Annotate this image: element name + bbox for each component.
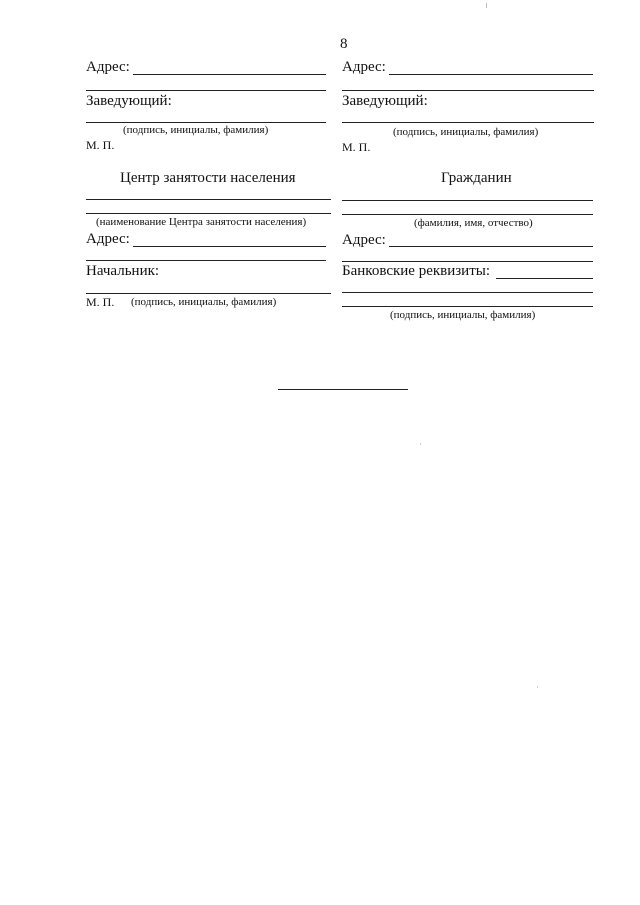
center-address-label: Адрес: [86,231,130,247]
scan-speck [486,3,487,8]
citizen-signature-line[interactable] [342,306,593,307]
citizen-name-caption: (фамилия, имя, отчество) [414,217,533,229]
end-divider [278,389,408,390]
center-address-line-2[interactable] [86,260,326,261]
right-address-line-2[interactable] [342,90,594,91]
citizen-address-field[interactable] [389,246,593,247]
left-head-signature-line[interactable] [86,122,326,123]
citizen-address-label: Адрес: [342,232,386,248]
left-address-line-2[interactable] [86,90,326,91]
citizen-address-line-2[interactable] [342,261,593,262]
left-address-label: Адрес: [86,59,130,75]
chief-label: Начальник: [86,263,160,279]
chief-signature-line[interactable] [86,293,331,294]
page-number: 8 [340,36,348,52]
right-head-label: Заведующий: [342,93,428,109]
bank-details-field[interactable] [496,278,593,279]
center-name-line-1[interactable] [86,199,331,200]
left-head-label: Заведующий: [86,93,172,109]
right-address-label: Адрес: [342,59,386,75]
right-stamp: М. П. [342,140,371,154]
left-address-field[interactable] [133,74,326,75]
scan-speck [537,686,538,688]
chief-signature-caption: (подпись, инициалы, фамилия) [131,296,277,308]
citizen-signature-caption: (подпись, инициалы, фамилия) [390,309,536,321]
bank-details-line-2[interactable] [342,292,593,293]
left-signature-caption: (подпись, инициалы, фамилия) [123,124,269,136]
right-signature-caption: (подпись, инициалы, фамилия) [393,126,539,138]
center-name-line-2[interactable] [86,213,331,214]
citizen-name-line-1[interactable] [342,200,593,201]
scan-speck [420,443,421,445]
chief-stamp: М. П. [86,295,115,309]
bank-label: Банковские реквизиты: [342,263,491,279]
left-stamp: М. П. [86,138,115,152]
right-head-signature-line[interactable] [342,122,594,123]
right-address-field[interactable] [389,74,593,75]
citizen-title: Гражданин [441,170,512,186]
citizen-name-line-2[interactable] [342,214,593,215]
center-title: Центр занятости населения [120,170,296,186]
center-address-field[interactable] [133,246,326,247]
center-name-caption: (наименование Центра занятости населения) [96,216,307,228]
